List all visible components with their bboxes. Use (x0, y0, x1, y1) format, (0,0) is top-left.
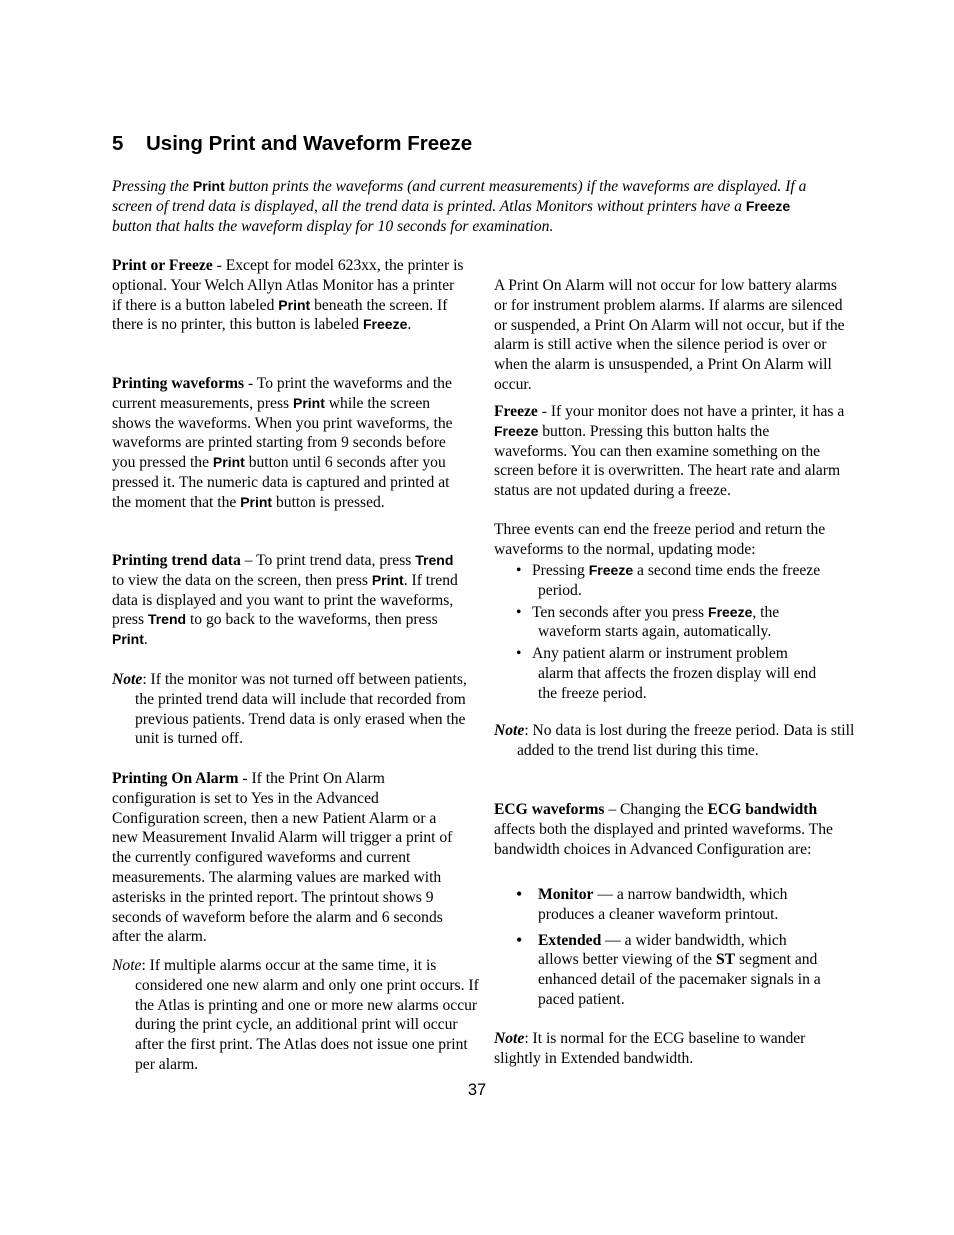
body-text: beneath the screen. If there is no printer, this button is labeled (112, 296, 448, 334)
paragraph-heading: Printing trend data (112, 552, 241, 569)
body-text: . If trend data is displayed and you want to print the waveforms, press (112, 571, 458, 629)
note-multiple-alarms (112, 956, 487, 1075)
body-text: - Except for model 623xx, the printer is optional. Your Welch Allyn Atlas Monitor has a printer if there is a button labeled (112, 257, 464, 314)
body-text: - To print the waveforms and the current measurements, press (112, 375, 452, 412)
freeze-end-list (494, 561, 824, 704)
body-text: to view the data on the screen, then press (112, 571, 372, 589)
trend-button-ref: Trend (415, 552, 454, 568)
bandwidth-list (494, 885, 824, 1010)
freeze-button-ref: Freeze (363, 316, 408, 333)
body-text: – To print trend data, press (240, 552, 416, 569)
bullet-icon: • (516, 603, 522, 621)
body-text: - If your monitor does not have a printer, it has a (537, 403, 845, 420)
three-events-paragraph: Three events can end the freeze period and return the waveforms to the normal, updating mode: (494, 521, 826, 558)
note-trend-data (112, 670, 487, 749)
bullet-icon: • (516, 562, 522, 579)
print-button-ref: Print (212, 454, 245, 471)
list-item (494, 644, 824, 703)
body-text: Any patient alarm or instrument problem alarm that affects the frozen display will end the freeze period. (532, 645, 817, 702)
print-on-alarm-exceptions-paragraph: A Print On Alarm will not occur for low battery alarms or for instrument problem alarms. If alarms are silenced or suspended, a Print On Alarm will not occur, but if the alarm is still active when the silence period is over or when the alarm is unsuspended, a Print On Alarm will occur. (494, 277, 845, 393)
bullet-icon: • (516, 884, 523, 904)
paragraph-heading: ECG waveforms (494, 801, 605, 818)
body-text: - If the Print On Alarm configuration is set to Yes in the Advanced Configuration screen, then a new Patient Alarm or a new Measurement Invalid Alarm will trigger a print of the currently configured waveforms and current measurements. The alarming values are marked with asterisks in the printed report. The printout shows 9 seconds of waveform before the alarm and 6 seconds after the alarm. (112, 770, 453, 946)
bullet-icon: • (516, 929, 523, 950)
note-label: Note (494, 722, 525, 739)
trend-button-ref: Trend (147, 611, 187, 628)
body-text: to go back to the waveforms, then press (186, 611, 438, 629)
body-text: : No data is lost during the freeze period. Data is still added to the trend list during this time. (517, 722, 855, 759)
list-item (494, 885, 824, 925)
body-text: affects both the displayed and printed waveforms. The bandwidth choices in Advanced Configuration are: (494, 820, 833, 858)
body-text: : If multiple alarms occur at the same time, it is considered one new alarm and only one print occurs. If the Atlas is printing and one or more new alarms occur during the print cycle, an additional print will occur after the first print. The Atlas does not issue one print per alarm. (135, 957, 479, 1073)
intro-text: button that halts the waveform display for 10 seconds for examination. (112, 217, 554, 235)
body-text: : If the monitor was not turned off between patients, the printed trend data will include that recorded from previous patients. Trend data is only erased when the unit is turned off. (135, 671, 467, 748)
body-text: segment and enhanced detail of the pacemaker signals in a paced patient. (538, 951, 821, 1008)
section-number: 5 (112, 132, 124, 155)
section-title: Using Print and Waveform Freeze (146, 132, 473, 155)
body-text: – Changing the (604, 801, 708, 818)
note-ecg-baseline (494, 1029, 846, 1069)
body-text: button. Pressing this button halts the waveforms. You can then examine something on the screen before it is overwritten. The heart rate and alarm status are not updated during a freeze. (494, 422, 841, 500)
bandwidth-option-extended: Extended (538, 931, 602, 949)
freeze-button-ref: Freeze (745, 197, 791, 214)
list-item (494, 931, 824, 1010)
st-segment-term: ST (715, 951, 736, 969)
bandwidth-option-monitor: Monitor (538, 886, 594, 903)
print-button-ref: Print (278, 296, 311, 313)
ecg-bandwidth-term: ECG bandwidth (707, 801, 818, 818)
body-text: button is pressed. (272, 493, 385, 511)
paragraph-heading: Printing waveforms (112, 375, 245, 392)
body-text: Pressing (532, 562, 589, 579)
paragraph-heading: Print or Freeze (112, 257, 213, 274)
print-button-ref: Print (192, 178, 225, 194)
body-text: button until 6 seconds after you pressed it. The numeric data is captured and printed at the moment that the (112, 454, 450, 511)
body-text: . (407, 316, 412, 334)
body-text: Ten seconds after you press (532, 603, 709, 621)
intro-text: button prints the waveforms (and current measurements) if the waveforms are displayed. If a screen of trend data is displayed, all the trend data is printed. Atlas Monitors without printers have a (112, 178, 807, 215)
body-text: while the screen shows the waveforms. When you print waveforms, the waveforms are printed starting from 9 seconds before you pressed the (112, 394, 453, 472)
ecg-waveforms-paragraph (494, 800, 846, 859)
note-label: Note (112, 671, 143, 688)
body-text: a second time ends the freeze period. (538, 562, 821, 599)
list-item (494, 603, 824, 643)
paragraph-heading: Printing On Alarm (112, 770, 239, 787)
freeze-button-ref: Freeze (708, 603, 753, 620)
body-text: : It is normal for the ECG baseline to wander slightly in Extended bandwidth. (494, 1030, 806, 1067)
printing-trend-paragraph (112, 551, 464, 650)
body-text: — a wider bandwidth, which allows better viewing of the (538, 931, 787, 969)
intro-text: Pressing the (112, 178, 193, 195)
bullet-icon: • (516, 645, 522, 663)
note-label: Note (494, 1030, 525, 1047)
paragraph-heading: Freeze (494, 403, 538, 420)
page-number: 37 (467, 1081, 487, 1099)
intro-paragraph (112, 177, 812, 236)
freeze-button-ref: Freeze (494, 422, 539, 439)
note-label: Note (112, 957, 142, 974)
note-freeze-data (494, 721, 869, 761)
freeze-button-ref: Freeze (588, 562, 634, 578)
section-heading (112, 130, 472, 158)
freeze-paragraph (494, 402, 846, 501)
printing-on-alarm-paragraph (112, 769, 464, 947)
print-button-ref: Print (112, 631, 144, 648)
print-button-ref: Print (371, 571, 404, 588)
body-text: , the waveform starts again, automatically. (538, 603, 780, 641)
print-or-freeze-paragraph (112, 256, 464, 335)
body-text: . (143, 631, 148, 649)
print-button-ref: Print (293, 394, 325, 411)
print-button-ref: Print (240, 493, 273, 510)
printing-waveforms-paragraph (112, 374, 464, 513)
body-text: — a narrow bandwidth, which produces a cleaner waveform printout. (538, 886, 788, 923)
list-item (494, 561, 824, 601)
